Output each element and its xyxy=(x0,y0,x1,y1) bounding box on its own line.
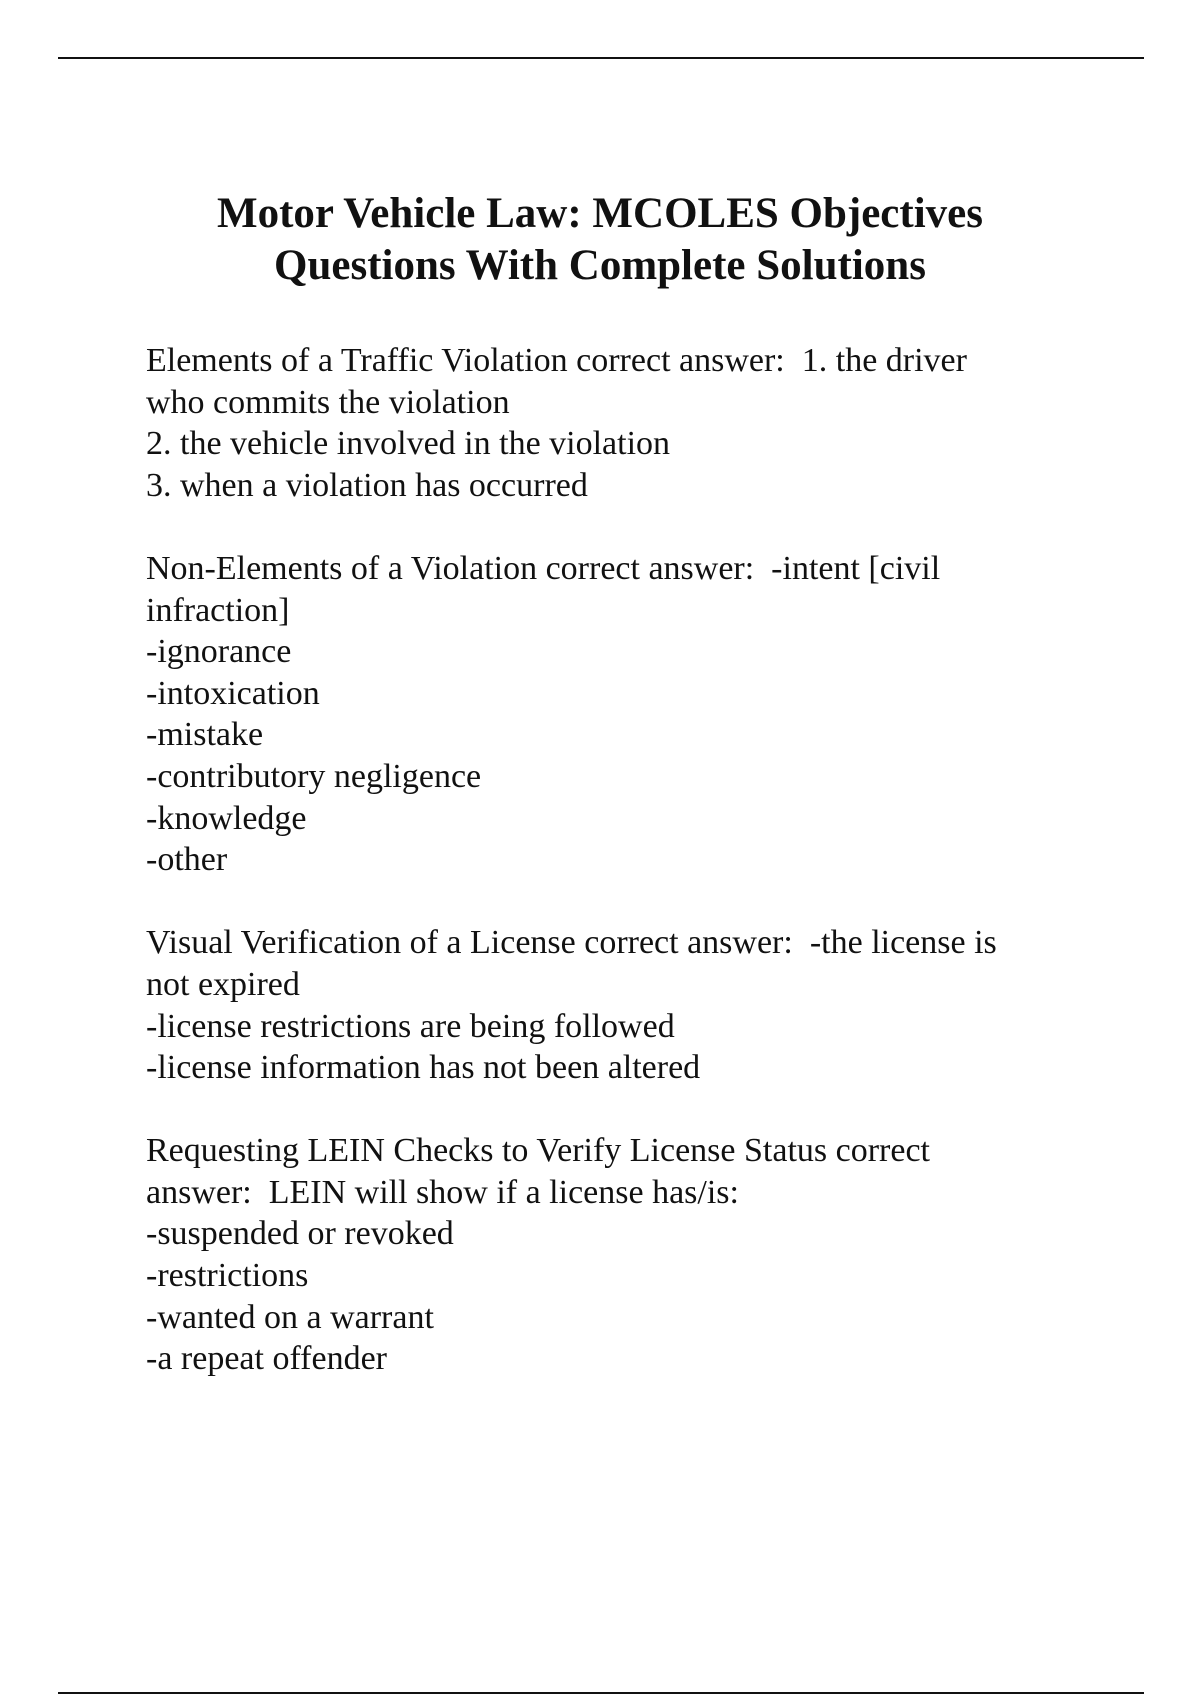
text-line: infraction] xyxy=(146,591,290,629)
top-rule xyxy=(58,57,1144,59)
text-line: -license information has not been altered xyxy=(146,1049,701,1087)
text-line: Requesting LEIN Checks to Verify License Status correct xyxy=(146,1132,930,1170)
text-line: who commits the violation xyxy=(146,383,510,421)
text-line: -suspended or revoked xyxy=(146,1215,454,1253)
text-line: 2. the vehicle involved in the violation xyxy=(146,425,671,463)
qa-block-lein-checks xyxy=(146,1130,1086,1380)
title-line-2: Questions With Complete Solutions xyxy=(274,242,926,289)
qa-block-visual-verification xyxy=(146,922,1086,1088)
text-line: Visual Verification of a License correct answer: -the license is xyxy=(146,924,997,962)
text-line: Elements of a Traffic Violation correct answer: 1. the driver xyxy=(146,342,967,379)
text-line: not expired xyxy=(146,965,300,1003)
text-line: -a repeat offender xyxy=(146,1340,387,1378)
qa-block-non-elements xyxy=(146,548,1086,881)
text-line: -restrictions xyxy=(146,1257,309,1295)
text-line: -mistake xyxy=(146,716,264,754)
text-line: 3. when a violation has occurred xyxy=(146,466,588,504)
document-body xyxy=(146,340,1086,1421)
text-line: -contributory negligence xyxy=(146,757,482,795)
text-line: -intoxication xyxy=(146,674,320,712)
text-line: Non-Elements of a Violation correct answer: -intent [civil xyxy=(146,549,941,587)
page-title xyxy=(0,188,1200,292)
text-line: -ignorance xyxy=(146,633,292,671)
title-line-1: Motor Vehicle Law: MCOLES Objectives xyxy=(217,190,983,237)
text-line: -wanted on a warrant xyxy=(146,1298,434,1336)
text-line: -knowledge xyxy=(146,799,307,837)
text-line: answer: LEIN will show if a license has/is: xyxy=(146,1173,739,1211)
qa-block-traffic-violation-elements xyxy=(146,340,1086,506)
text-line: -license restrictions are being followed xyxy=(146,1007,675,1045)
text-line: -other xyxy=(146,841,228,879)
bottom-rule xyxy=(58,1692,1144,1694)
